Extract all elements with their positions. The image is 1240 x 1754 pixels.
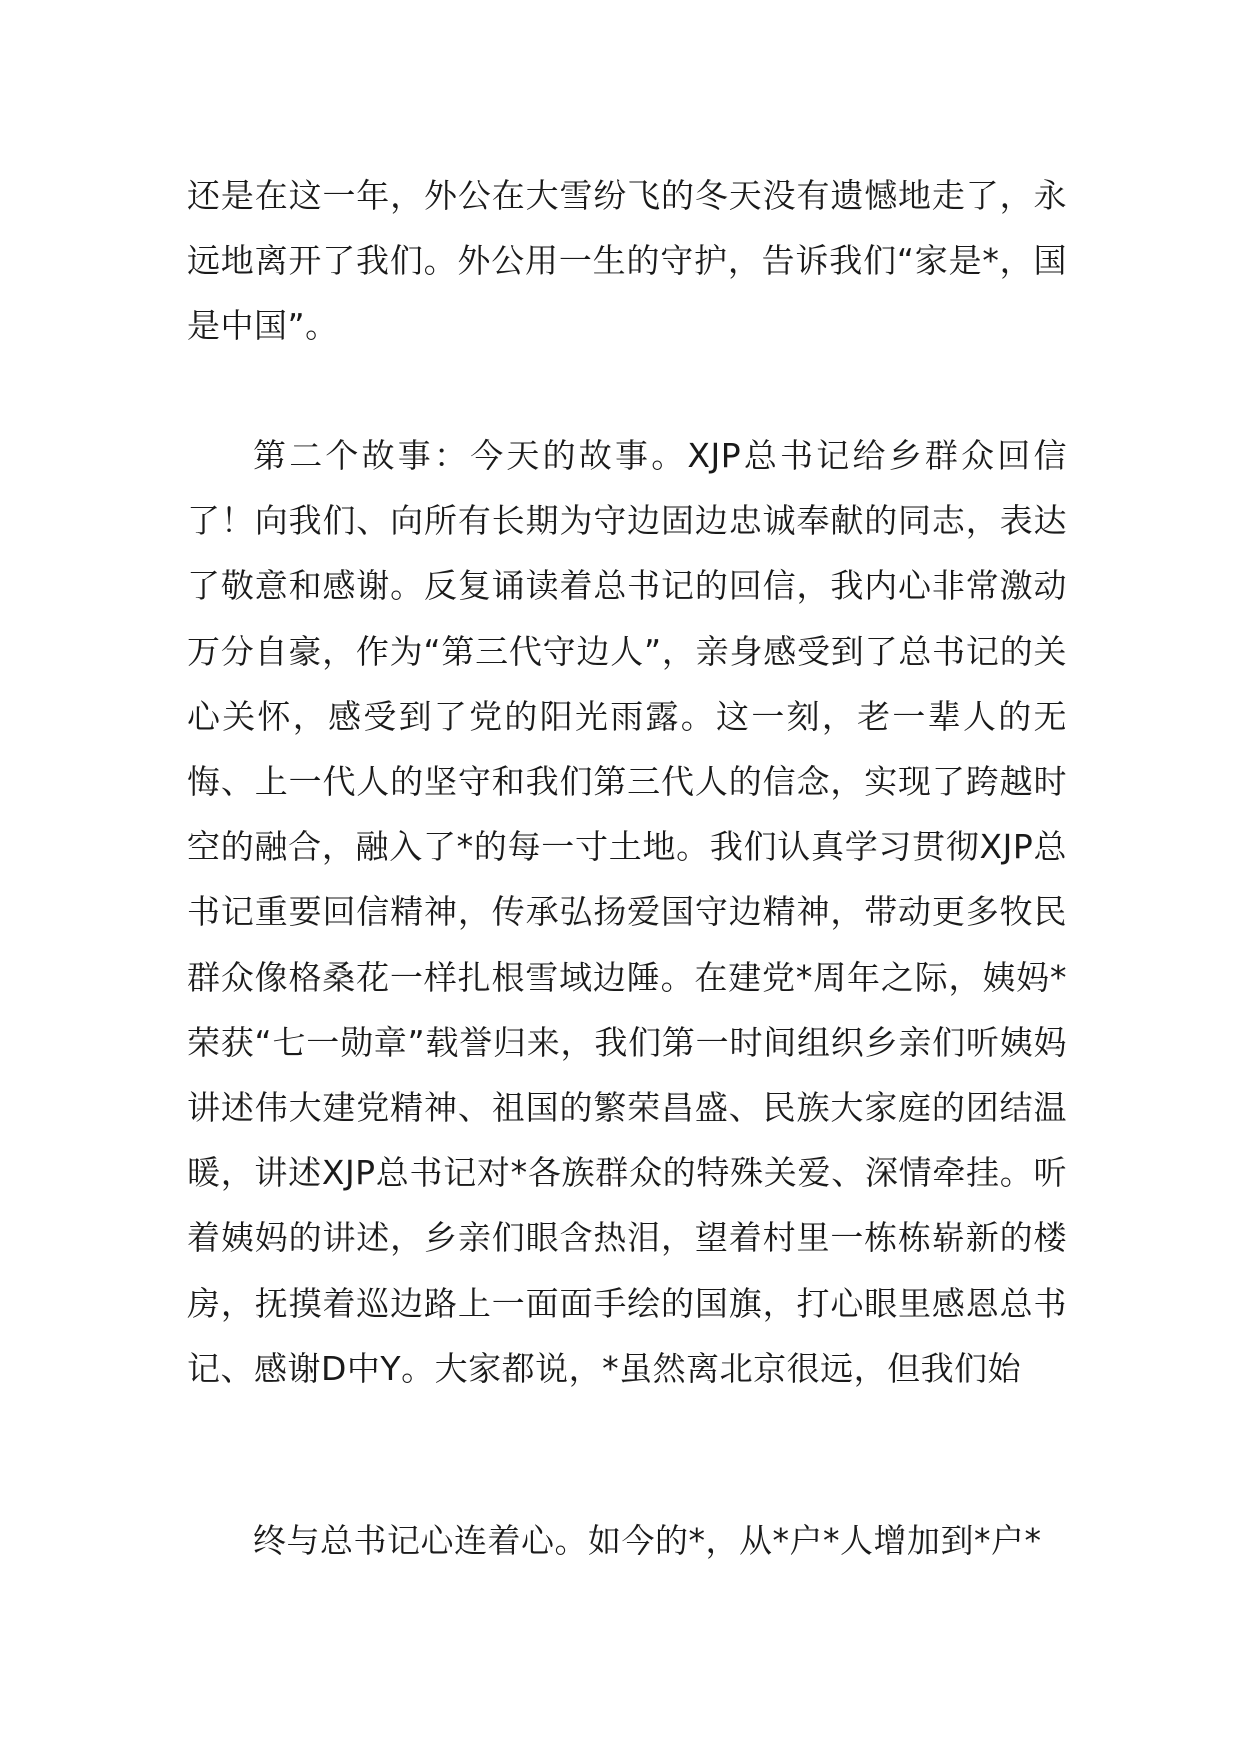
paragraph-continuation: 终与总书记心连着心。如今的*，从*户*人增加到*户* (253, 1521, 1042, 1560)
paragraph-grandfather: 还是在这一年，外公在大雪纷飞的冬天没有遗憾地走了，永远地离开了我们。外公用一生的守护，告诉我们“家是*，国是中国”。 (187, 176, 1067, 346)
paragraph-second-story: 第二个故事：今天的故事。XJP总书记给乡群众回信了！向我们、向所有长期为守边固边忠诚奉献的同志，表达了敬意和感谢。反复诵读着总书记的回信，我内心非常激动万分自豪，作为“第三代守边人”，亲身感受到了总书记的关心关怀，感受到了党的阳光雨露。这一刻，老一辈人的无悔、上一代人的坚守和我们第三代人的信念，实现了跨越时空的融合，融入了*的每一寸土地。我们认真学习贯彻XJP总书记重要回信精神，传承弘扬爱国守边精神，带动更多牧民群众像格桑花一样扎根雪域边陲。在建党*周年之际，姨妈*荣获“七一勋章”载誉归来，我们第一时间组织乡亲们听姨妈讲述伟大建党精神、祖国的繁荣昌盛、民族大家庭的团结温暖，讲述XJP总书记对*各族群众的特殊关爱、深情牵挂。听着姨妈的讲述，乡亲们眼含热泪，望着村里一栋栋崭新的楼房，抚摸着巡边路上一面面手绘的国旗，打心眼里感恩总书记、感谢D中Y。大家都说，*虽然离北京很远，但我们始 (187, 436, 1067, 1388)
